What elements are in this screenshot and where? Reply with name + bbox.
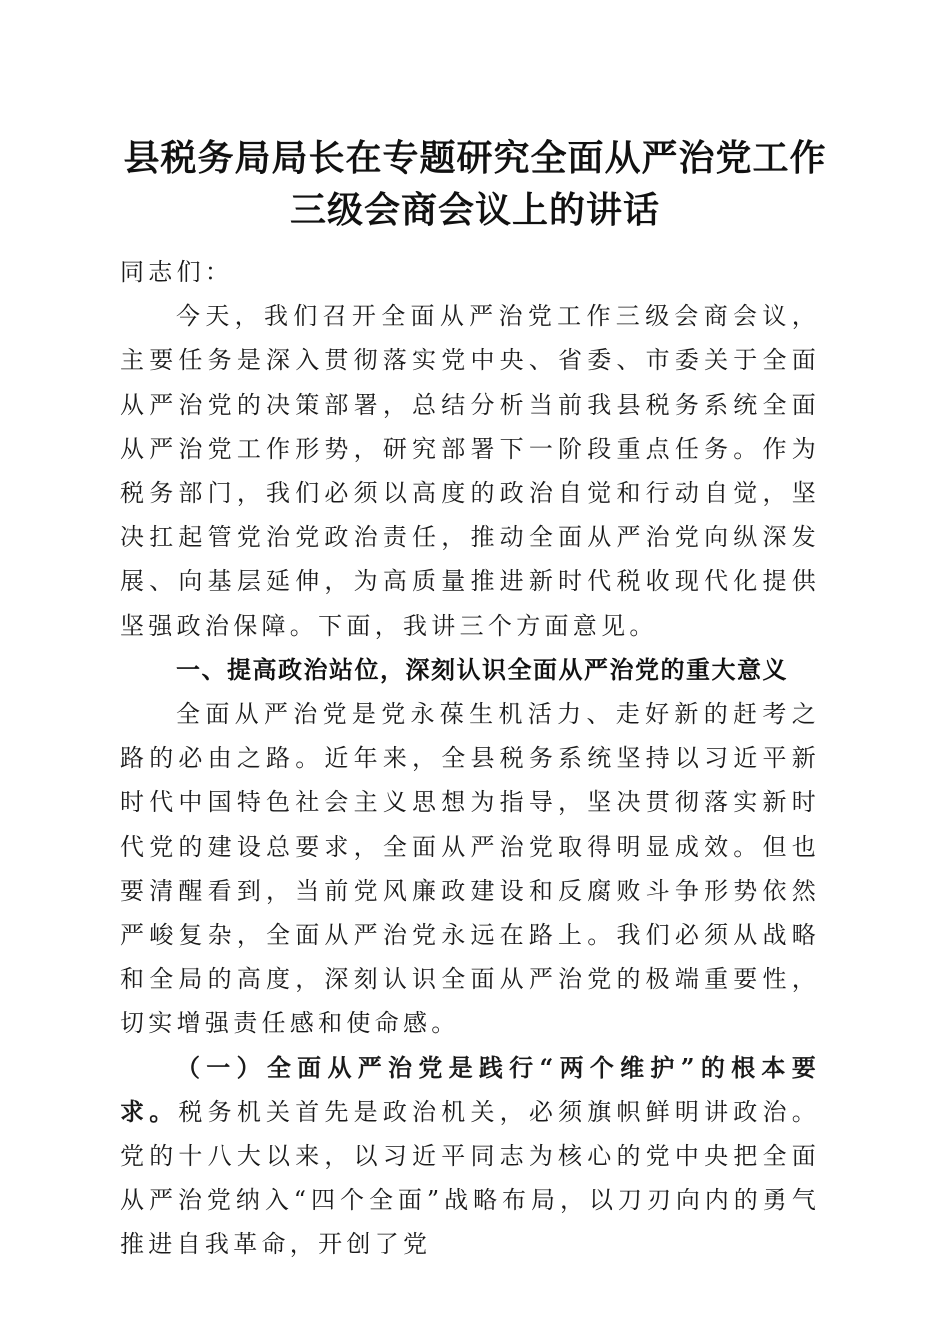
point-lead: （一）全面从严治党是践行“两个维护”的根本要求。 bbox=[120, 1052, 820, 1126]
point-body: 税务机关首先是政治机关，必须旗帜鲜明讲政治。党的十八大以来，以习近平同志为核心的党中央把全面从严治党纳入“四个全面”战略布局，以刀刃向内的勇气推进自我革命，开创了党 bbox=[120, 1097, 820, 1259]
section-heading: 一、提高政治站位，深刻认识全面从严治党的重大意义 bbox=[176, 655, 788, 684]
document-body bbox=[120, 250, 820, 1267]
point-paragraph bbox=[120, 1046, 820, 1267]
document-title: 县税务局局长在专题研究全面从严治党工作三级会商会议上的讲话 bbox=[123, 137, 827, 231]
section-paragraph: 全面从严治党是党永葆生机活力、走好新的赶考之路的必由之路。近年来，全县税务系统坚持以习近平新时代中国特色社会主义思想为指导，坚决贯彻落实新时代党的建设总要求，全面从严治党取得明显成效。但也要清醒看到，当前党风廉政建设和反腐败斗争形势依然严峻复杂，全面从严治党永远在路上。我们必须从战略和全局的高度，深刻认识全面从严治党的极端重要性，切实增强责任感和使命感。 bbox=[120, 700, 820, 1038]
salutation: 同志们： bbox=[120, 258, 234, 286]
intro-paragraph: 今天，我们召开全面从严治党工作三级会商会议，主要任务是深入贯彻落实党中央、省委、市委关于全面从严治党的决策部署，总结分析当前我县税务系统全面从严治党工作形势，研究部署下一阶段重点任务。作为税务部门，我们必须以高度的政治自觉和行动自觉，坚决扛起管党治党政治责任，推动全面从严治党向纵深发展、向基层延伸，为高质量推进新时代税收现代化提供坚强政治保障。下面，我讲三个方面意见。 bbox=[120, 302, 820, 640]
